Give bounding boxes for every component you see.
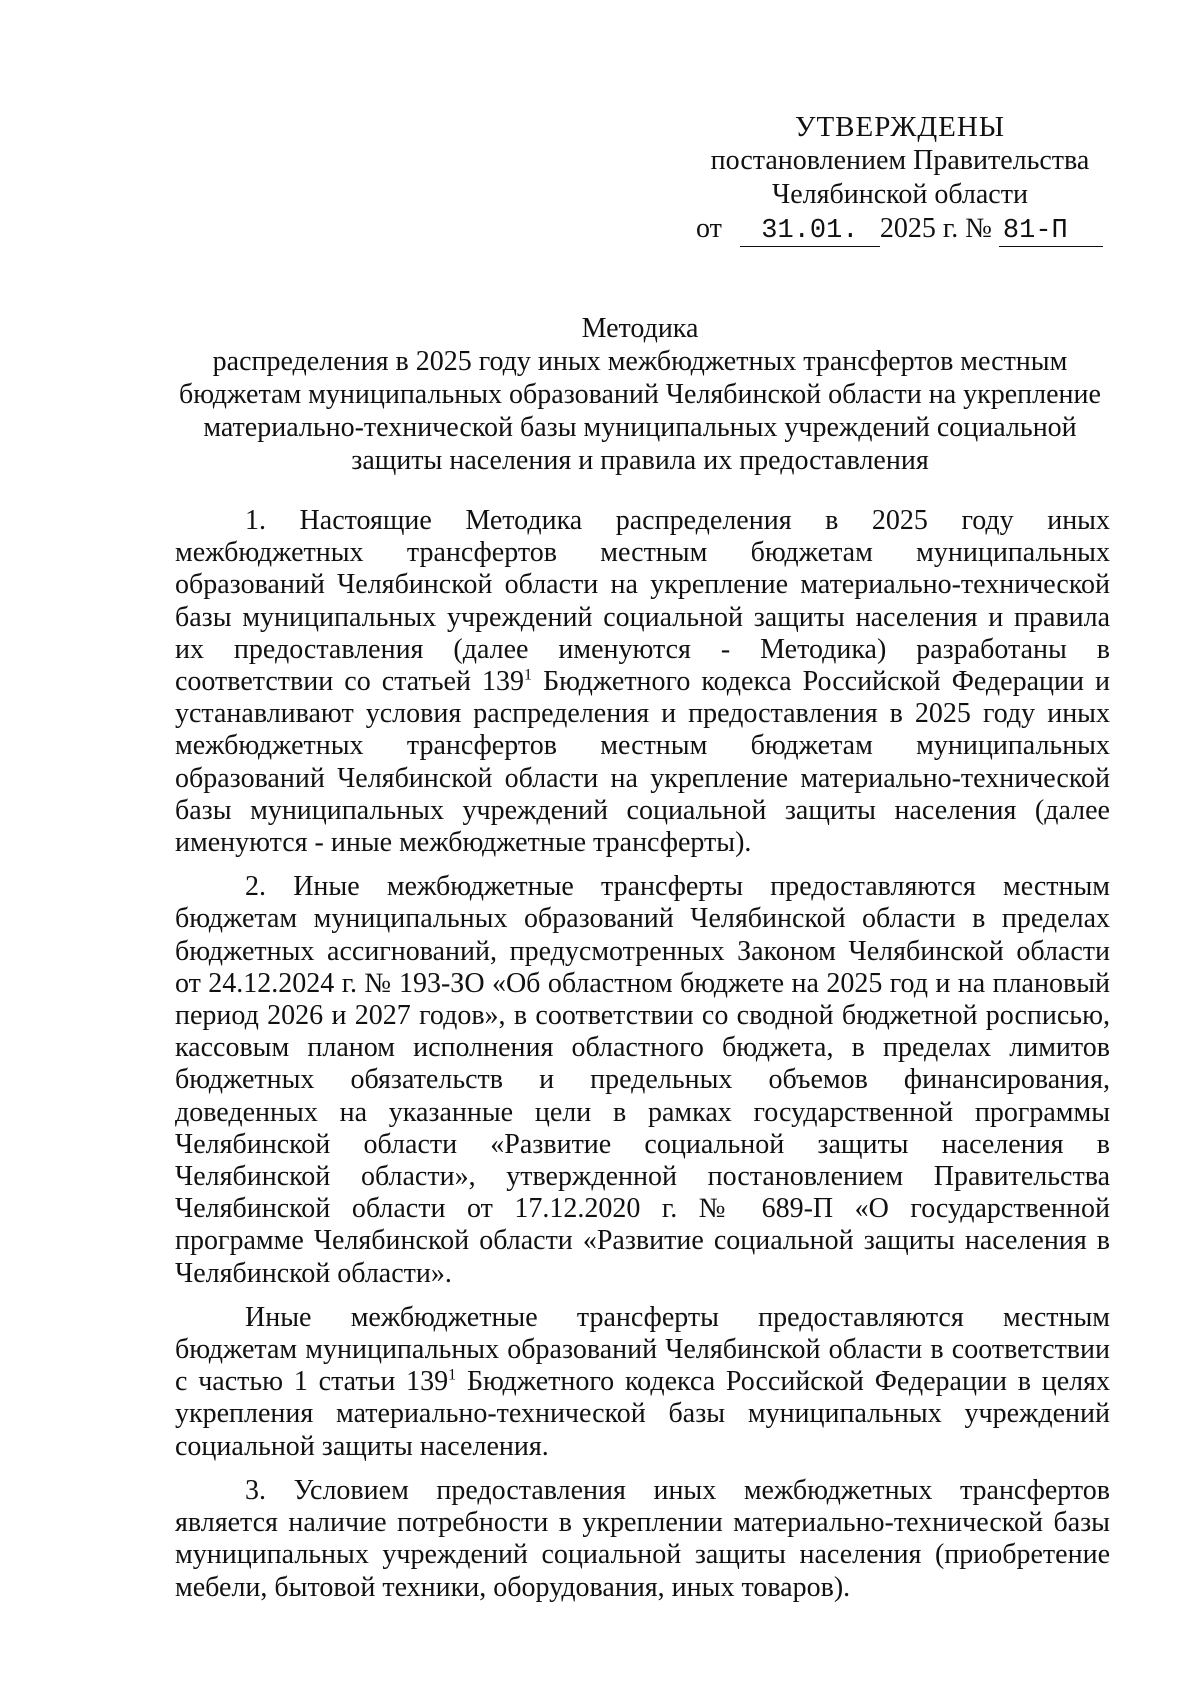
- approval-line-1: постановлением Правительства: [710, 145, 1090, 176]
- approval-date-value: 31.01.: [740, 216, 880, 247]
- paragraph-3: [175, 1302, 1110, 1463]
- approval-block: [690, 110, 1110, 247]
- paragraph-1-superscript: 1: [524, 666, 533, 684]
- paragraph-1: [175, 505, 1110, 859]
- document-title: [170, 312, 1110, 477]
- title-line-1: распределения в 2025 году иных межбюджетных трансфертов местным: [212, 346, 1068, 377]
- approval-date-line: [696, 212, 1110, 247]
- document-body: [175, 505, 1110, 1604]
- paragraph-4: 3. Условием предоставления иных межбюджетных трансфертов является наличие потребности в укреплении материально-технической базы муниципальных учреждений социальной защиты населения (приобретение мебели, бытовой техники, оборудования, иных товаров).: [175, 1474, 1110, 1603]
- title-line-4: защиты населения и правила их предоставления: [351, 445, 929, 476]
- approval-line-2: Челябинской области: [772, 179, 1028, 210]
- paragraph-3-superscript: 1: [448, 1366, 457, 1384]
- approval-number-value: 81-П: [999, 216, 1103, 247]
- approval-year-label: 2025 г. №: [879, 213, 992, 244]
- paragraph-1-text-a: 1. Настоящие Методика распределения в 2025 году иных межбюджетных трансфертов местным бюджетам муниципальных образований Челябинской области на укрепление материально-технической базы муниципальных учреждений социальной защиты населения и правила их предоставления (далее именуются - Методика) разработаны в соответствии со статьей 139: [175, 505, 1110, 698]
- paragraph-1-text-b: Бюджетного кодекса Российской Федерации и устанавливают условия распределения и предоставления в 2025 году иных межбюджетных трансфертов местным бюджетам муниципальных образований Челябинской области на укрепление материально-технической базы муниципальных учреждений социальной защиты населения (далее именуются - иные межбюджетные трансферты).: [175, 666, 1111, 859]
- paragraph-3-text-a: Иные межбюджетные трансферты предоставляются местным бюджетам муниципальных образований Челябинской области в соответствии с частью 1 статьи 139: [175, 1301, 1110, 1398]
- approval-title: УТВЕРЖДЕНЫ: [794, 111, 1006, 143]
- title-line-2: бюджетам муниципальных образований Челябинской области на укрепление: [179, 379, 1101, 410]
- title-line-3: материально-технической базы муниципальных учреждений социальной: [203, 412, 1077, 443]
- paragraph-3-text-b: Бюджетного кодекса Российской Федерации в целях укрепления материально-технической базы муниципальных учреждений социальной защиты населения.: [175, 1366, 1110, 1462]
- approval-from-label: от: [696, 213, 722, 244]
- paragraph-2: 2. Иные межбюджетные трансферты предоставляются местным бюджетам муниципальных образований Челябинской области в пределах бюджетных ассигнований, предусмотренных Законом Челябинской области от 24.12.2024 г. № 193-ЗО «Об областном бюджете на 2025 год и на плановый период 2026 и 2027 годов», в соответствии со сводной бюджетной росписью, кассовым планом исполнения областного бюджета, в пределах лимитов бюджетных обязательств и предельных объемов финансирования, доведенных на указанные цели в рамках государственной программы Челябинской области «Развитие социальной защиты населения в Челябинской области», утвержденной постановлением Правительства Челябинской области от 17.12.2020 г. № 689-П «О государственной программе Челябинской области «Развитие социальной защиты населения в Челябинской области».: [175, 871, 1110, 1289]
- title-heading: Методика: [581, 313, 699, 344]
